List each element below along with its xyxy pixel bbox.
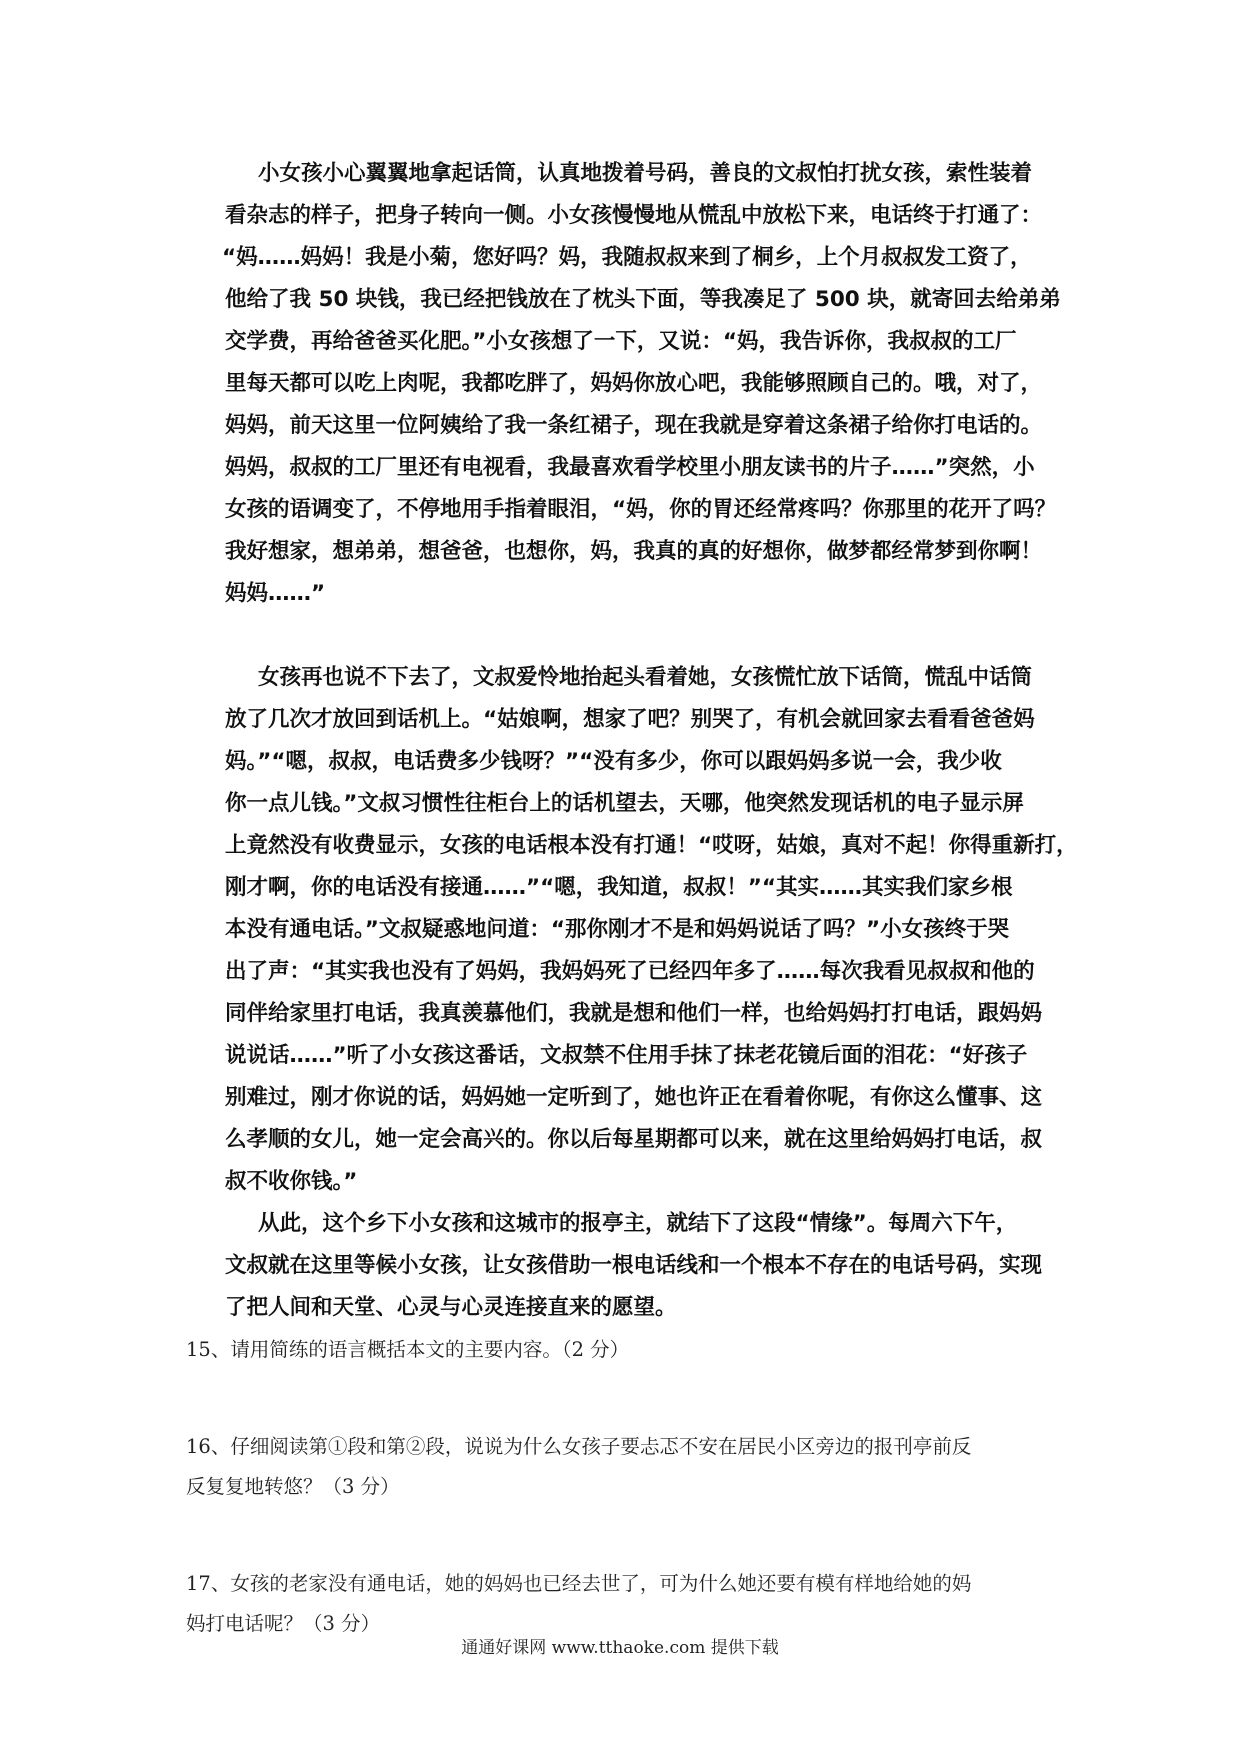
text-line: 上竟然没有收费显示，女孩的电话根本没有打通！“哎呀，姑娘，真对不起！你得重新打， [225,833,1078,858]
text-line: 看杂志的样子，把身子转向一侧。小女孩慢慢地从慌乱中放松下来，电话终于打通了： [225,203,1043,228]
question-text: 16、仔细阅读第①段和第②段，说说为什么女孩子要忐忑不安在居民小区旁边的报刊亭前反 [186,1435,972,1458]
text-line: 叔不收你钱。” [225,1169,358,1194]
text-line: 文叔就在这里等候小女孩，让女孩借助一根电话线和一个根本不存在的电话号码，实现 [225,1253,1043,1278]
text-line: 我好想家，想弟弟，想爸爸，也想你，妈，我真的真的好想你，做梦都经常梦到你啊！ [225,539,1043,564]
text-line: 妈。”“嗯，叔叔，电话费多少钱呀？”“没有多少，你可以跟妈妈多说一会，我少收 [225,749,1002,774]
text-line: 出了声：“其实我也没有了妈妈，我妈妈死了已经四年多了……每次我看见叔叔和他的 [225,959,1035,984]
text-line: 女孩再也说不下去了，文叔爱怜地抬起头看着她，女孩慌忙放下话筒，慌乱中话筒 [258,665,1033,690]
text-line: 妈妈，前天这里一位阿姨给了我一条红裙子，现在我就是穿着这条裙子给你打电话的。 [225,413,1043,438]
text-line: 从此，这个乡下小女孩和这城市的报亭主，就结下了这段“情缘”。每周六下午， [258,1211,1018,1236]
text-line: 别难过，刚才你说的话，妈妈她一定听到了，她也许正在看着你呢，有你这么懂事、这 [225,1085,1043,1110]
text-line: 他给了我 50 块钱，我已经把钱放在了枕头下面，等我凑足了 500 块，就寄回去给弟弟 [225,287,1061,312]
text-line: “妈……妈妈！我是小菊，您好吗？妈，我随叔叔来到了桐乡，上个月叔叔发工资了， [222,245,1032,270]
text-line: 小女孩小心翼翼地拿起话筒，认真地拨着号码，善良的文叔怕打扰女孩，索性装着 [258,161,1033,186]
text-line: 么孝顺的女儿，她一定会高兴的。你以后每星期都可以来，就在这里给妈妈打电话，叔 [225,1127,1043,1152]
text-line: 妈妈，叔叔的工厂里还有电视看，我最喜欢看学校里小朋友读书的片子……”突然，小 [225,455,1035,480]
text-line: 妈妈……” [225,581,326,606]
text-line: 了把人间和天堂、心灵与心灵连接直来的愿望。 [225,1295,677,1320]
text-line: 刚才啊，你的电话没有接通……”“嗯，我知道，叔叔！”“其实……其实我们家乡根 [225,875,1013,900]
question-text: 反复复地转悠？（3 分） [186,1475,400,1498]
text-line: 放了几次才放回到话机上。“姑娘啊，想家了吧？别哭了，有机会就回家去看看爸爸妈 [225,707,1035,732]
question-text: 17、女孩的老家没有通电话，她的妈妈也已经去世了，可为什么她还要有模有样地给她的妈 [186,1572,972,1595]
text-line: 交学费，再给爸爸买化肥。”小女孩想了一下，又说：“妈，我告诉你，我叔叔的工厂 [225,329,1017,354]
text-line: 你一点儿钱。”文叔习惯性往柜台上的话机望去，天哪，他突然发现话机的电子显示屏 [225,791,1024,816]
text-line: 女孩的语调变了，不停地用手指着眼泪，“妈，你的胃还经常疼吗？你那里的花开了吗？ [225,497,1057,522]
text-line: 本没有通电话。”文叔疑惑地问道：“那你刚才不是和妈妈说话了吗？”小女孩终于哭 [225,917,1010,942]
text-line: 说说话……”听了小女孩这番话，文叔禁不住用手抹了抹老花镜后面的泪花：“好孩子 [225,1043,1028,1068]
text-line: 里每天都可以吃上肉呢，我都吃胖了，妈妈你放心吧，我能够照顾自己的。哦，对了， [225,371,1043,396]
question-text: 妈打电话呢？（3 分） [186,1612,381,1635]
question-text: 15、请用简练的语言概括本文的主要内容。（2 分） [186,1338,630,1361]
text-line: 同伴给家里打电话，我真羡慕他们，我就是想和他们一样，也给妈妈打打电话，跟妈妈 [225,1001,1043,1026]
page-footer: 通通好课网 www.tthaoke.com 提供下载 [461,1638,779,1658]
